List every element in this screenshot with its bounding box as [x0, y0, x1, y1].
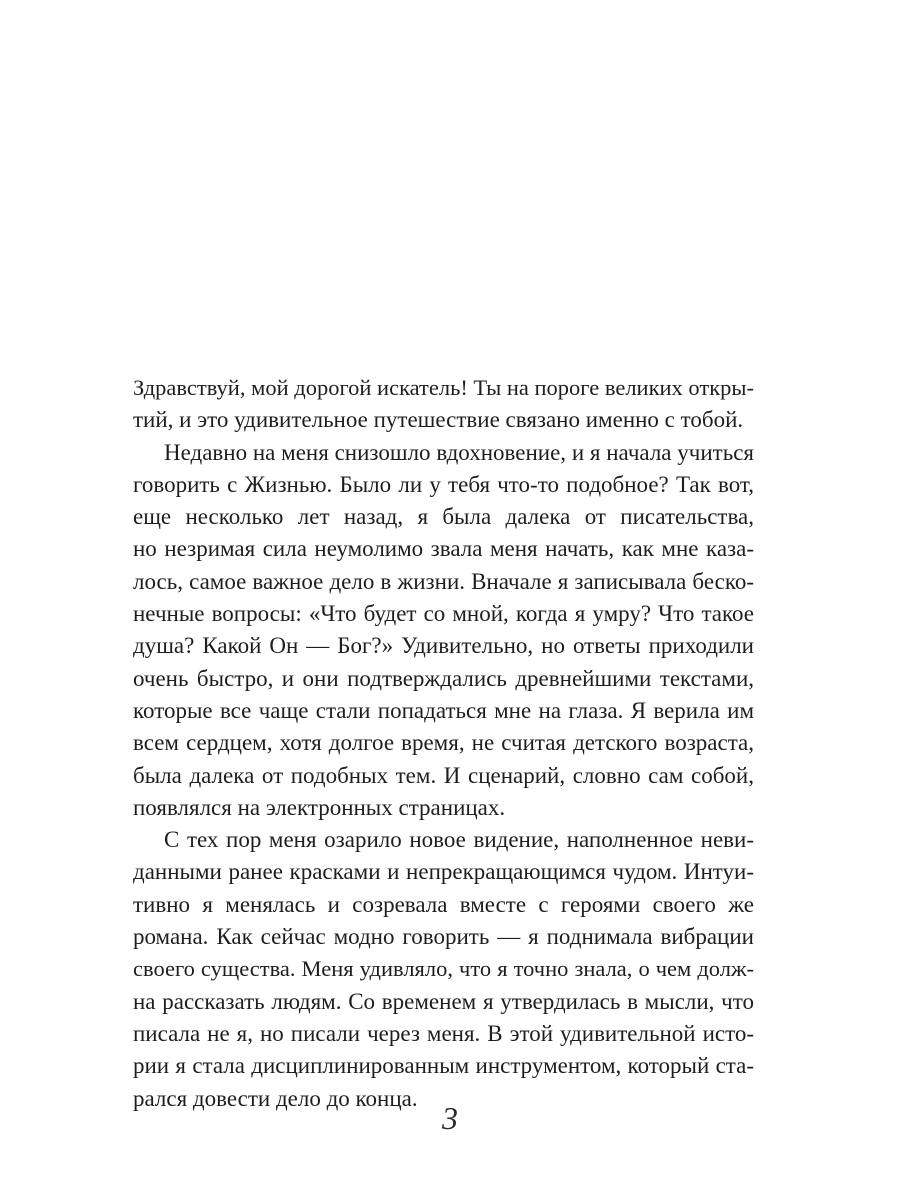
- text-line: С тех пор меня озарило новое видение, наполненное неви-: [164, 827, 754, 853]
- text-line: романа. Как сейчас модно говорить — я поднимала вибрации: [133, 924, 754, 950]
- text-line: но незримая сила неумолимо звала меня начать, как мне каза-: [133, 536, 754, 562]
- text-line: Недавно на меня снизошло вдохновение, и я начала учиться: [164, 439, 754, 465]
- text-line: которые все чаще стали попадаться мне на глаза. Я верила им: [133, 697, 754, 723]
- text-line: говорить с Жизнью. Было ли у тебя что-то подобное? Так вот,: [133, 471, 754, 497]
- text-line: Здравствуй, мой дорогой искатель! Ты на пороге великих откры-: [133, 375, 755, 400]
- text-line: нечные вопросы: «Что будет со мной, когда я умру? Что такое: [133, 601, 754, 627]
- paragraph-greeting: [133, 372, 754, 437]
- text-line: писала не я, но писали через меня. В этой удивительной исто-: [133, 1020, 754, 1046]
- text-line: очень быстро, и они подтверждались древнейшими текстами,: [133, 665, 754, 691]
- text-line: своего существа. Меня удивляло, что я точно знала, о чем долж-: [133, 956, 754, 982]
- text-line: тий, и это удивительное путешествие связано именно с тобой.: [133, 407, 744, 433]
- text-line: на рассказать людям. Со временем я утвердилась в мысли, что: [133, 988, 754, 1014]
- paragraph-vision: [133, 824, 754, 1115]
- paragraph-inspiration: [133, 437, 754, 825]
- text-line: тивно я менялась и созревала вместе с героями своего же: [133, 891, 754, 917]
- text-line: рии я стала дисциплинированным инструментом, который ста-: [133, 1053, 754, 1079]
- text-line: данными ранее красками и непрекращающимся чудом. Интуи-: [133, 859, 754, 885]
- text-line: еще несколько лет назад, я была далека от писательства,: [133, 504, 754, 530]
- body-text: [133, 372, 754, 1115]
- text-line: появлялся на электронных страницах.: [133, 794, 506, 820]
- text-line: всем сердцем, хотя долгое время, не считая детского возраста,: [133, 730, 754, 756]
- text-line: была далека от подобных тем. И сценарий, словно сам собой,: [133, 762, 754, 788]
- text-line: душа? Какой Он — Бог?» Удивительно, но ответы приходили: [133, 633, 754, 659]
- text-line: рался довести дело до конца.: [133, 1085, 418, 1111]
- text-line: лось, самое важное дело в жизни. Вначале я записывала беско-: [133, 568, 754, 594]
- page-number: 3: [442, 1100, 458, 1136]
